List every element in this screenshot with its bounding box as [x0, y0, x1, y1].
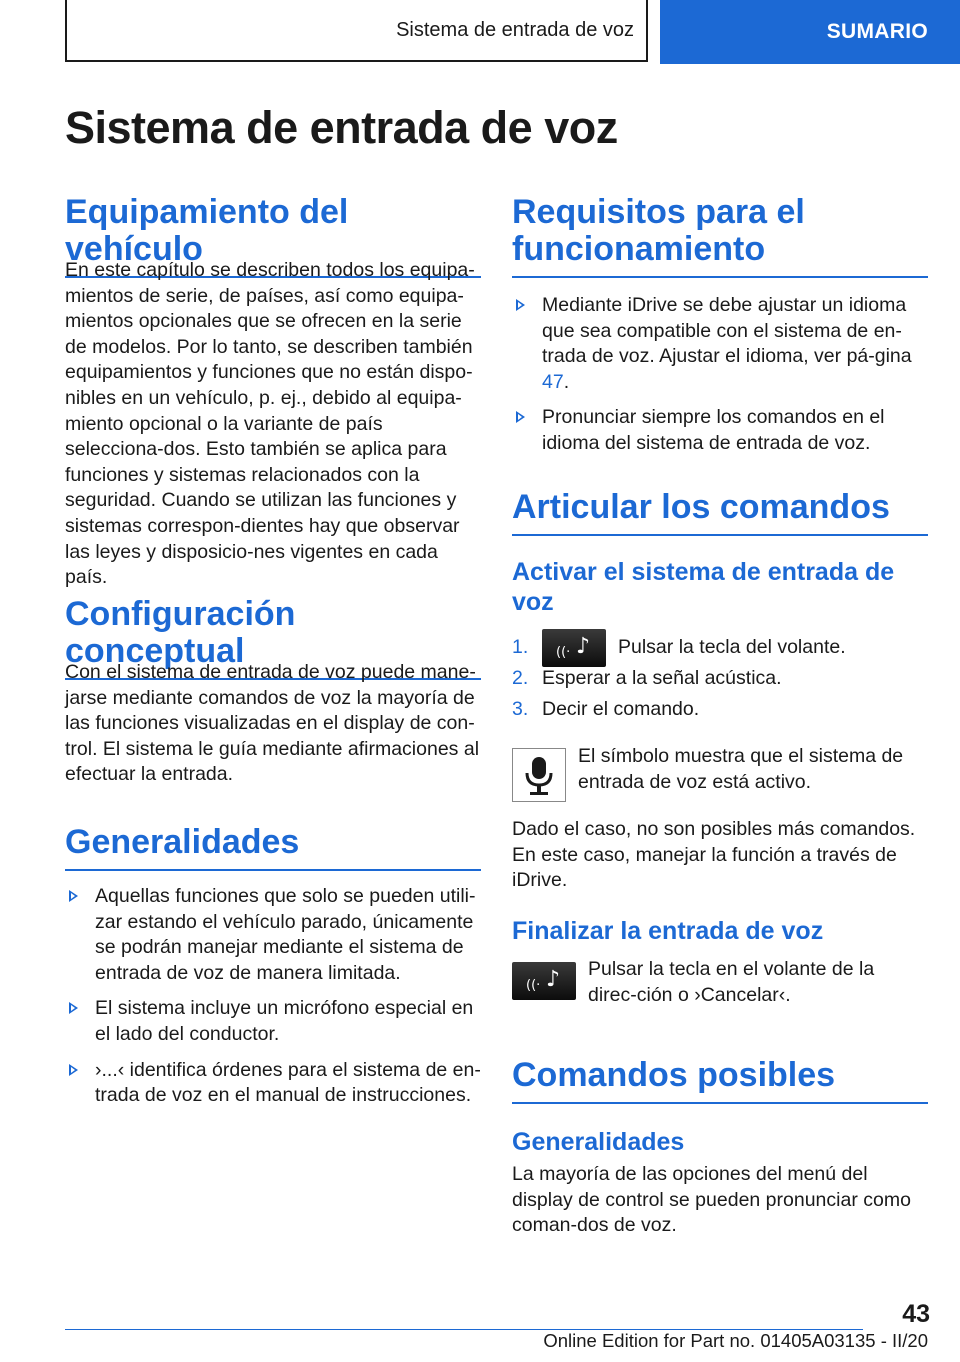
list-item [512, 293, 928, 395]
heading-generalidades: Generalidades [65, 824, 481, 871]
equipamiento-text: En este capítulo se describen todos los equipa-mientos de serie, de países, así como equipa-mientos opcionales que se ofrecen en la serie de modelos. Por lo tanto, se describen también equipamientos y funciones que no están dispo-nibles en un vehículo, p. ej., debido al equipa-miento opcional o la variante de país selecciona-dos. Esto también se aplica para funciones y sistemas relacionados con la seguridad. Cuando se utilizan las funciones y sistemas correspon-dientes hay que observar las leyes y disposicio-nes vigentes en cada país. [65, 259, 475, 589]
steps-list [512, 628, 928, 728]
step-item [512, 697, 928, 728]
finalizar-text: Pulsar la tecla en el volante de la direc-ción o ›Cancelar‹. [588, 958, 875, 1006]
heading-equipamiento: Equipamiento del vehículo [65, 194, 481, 278]
configuracion-text: Con el sistema de entrada de voz puede mane-jarse mediante comandos de voz la mayoría de las funciones visualizadas en el display de con-trol. El sistema le guía mediante afirmaciones al efectuar la entrada. [65, 661, 480, 786]
heading-activar: Activar el sistema de entrada de voz [512, 558, 895, 616]
generalidades-list [65, 884, 481, 1119]
heading-finalizar: Finalizar la entrada de voz [512, 917, 824, 945]
header-section-title: Sistema de entrada de voz [396, 18, 634, 41]
page-number: 43 [902, 1300, 930, 1328]
sumario-label: SUMARIO [826, 20, 928, 43]
triangle-right-icon [516, 411, 525, 423]
list-item [65, 1058, 481, 1109]
finalizar-button-wrap [512, 962, 588, 1000]
dado-text: Dado el caso, no son posibles más comandos. En este caso, manejar la función a través de iDrive. [512, 818, 916, 892]
footer-edition [0, 1330, 928, 1352]
heading-requisitos: Requisitos para el funcionamiento [512, 194, 928, 278]
sumario-button[interactable] [660, 0, 960, 64]
header-section-tab [65, 0, 648, 62]
heading-configuracion: Configuración conceptual [65, 596, 481, 680]
list-item [65, 884, 481, 986]
triangle-right-icon [69, 1002, 78, 1014]
step-item [512, 628, 928, 666]
step-text: Esperar a la señal acústica. [542, 667, 782, 689]
voice-button-icon: ((· ♪ [542, 629, 606, 667]
triangle-right-icon [69, 890, 78, 902]
heading-generalidades-sub: Generalidades [512, 1128, 685, 1156]
step-number: 1. [512, 636, 529, 658]
step-number: 3. [512, 698, 529, 720]
microphone-icon [512, 748, 566, 802]
requisitos-list [512, 293, 928, 467]
list-item [512, 405, 928, 456]
heading-comandos: Comandos posibles [512, 1057, 928, 1104]
page-title: Sistema de entrada de voz [65, 102, 618, 153]
heading-articular: Articular los comandos [512, 489, 928, 536]
voice-button-icon: ((· ♪ [512, 962, 576, 1000]
bullet-text: Aquellas funciones que solo se pueden utili-zar estando el vehículo parado, únicamente se podrán manejar mediante el sistema de entrada de voz de manera limitada. [95, 885, 476, 984]
bullet-end: . [563, 370, 570, 393]
step-item [512, 666, 928, 697]
generalidades-sub-text: La mayoría de las opciones del menú del display de control se pueden pronunciar como coman-dos de voz. [512, 1163, 911, 1237]
bullet-text: Mediante iDrive se debe ajustar un idioma que sea compatible con el sistema de en-trada de voz. Ajustar el idioma, ver pá-gina [542, 294, 912, 368]
triangle-right-icon [69, 1064, 78, 1076]
bullet-text: ›...‹ identifica órdenes para el sistema de en-trada de voz en el manual de instrucciones. [95, 1058, 481, 1107]
bullet-text: Pronunciar siempre los comandos en el idioma del sistema de entrada de voz. [542, 406, 885, 454]
page-link-47[interactable]: 47 [542, 370, 564, 393]
edition-text: Online Edition for Part no. 01405A03135 - II/20 [543, 1330, 928, 1351]
step-text: Decir el comando. [542, 698, 700, 720]
triangle-right-icon [516, 299, 525, 311]
list-item [65, 996, 481, 1047]
step-number: 2. [512, 667, 529, 689]
step-text: Pulsar la tecla del volante. [618, 636, 846, 658]
symbol-text: El símbolo muestra que el sistema de entrada de voz está activo. [578, 745, 904, 793]
bullet-text: El sistema incluye un micrófono especial en el lado del conductor. [95, 997, 474, 1045]
